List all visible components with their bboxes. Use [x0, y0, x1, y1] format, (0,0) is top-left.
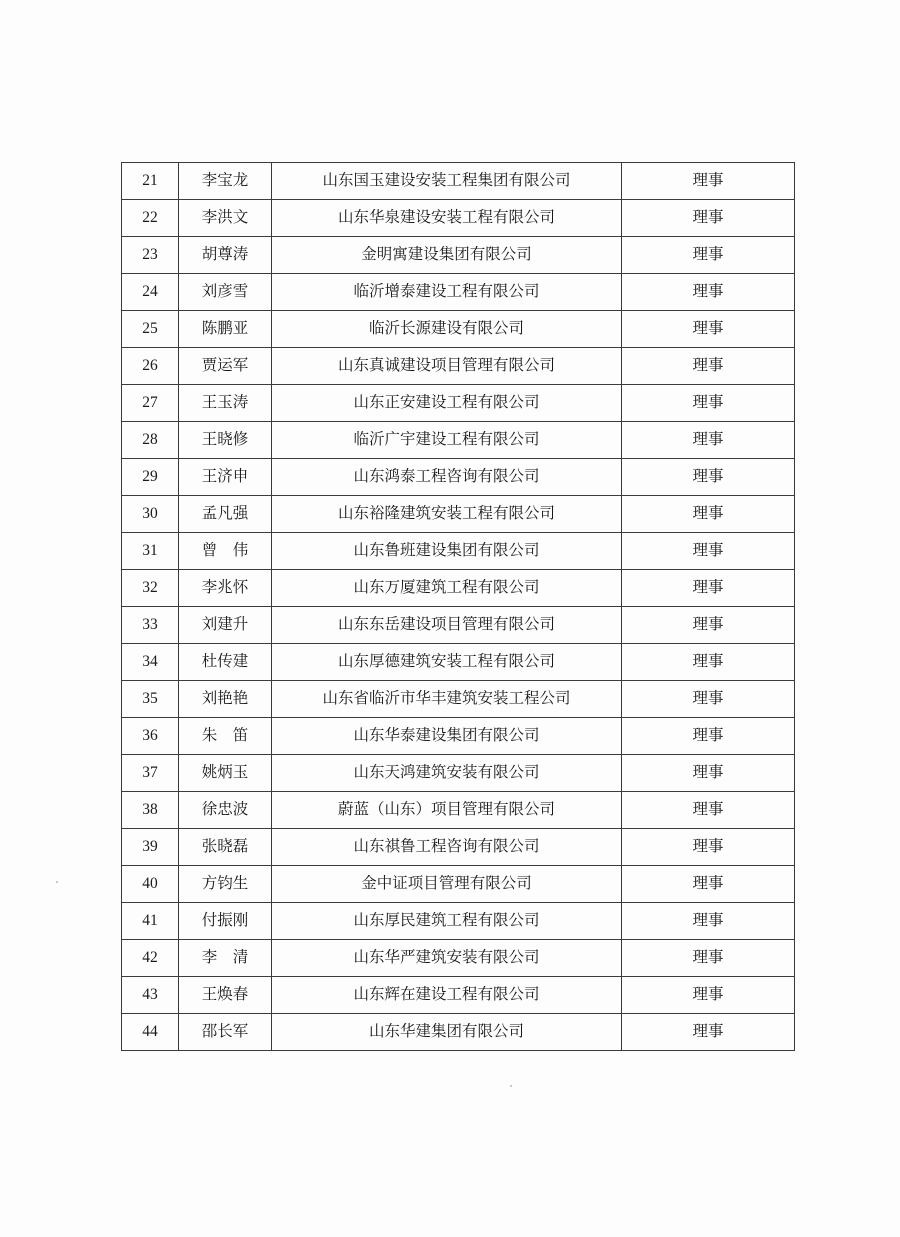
- cell-number: 37: [122, 755, 179, 792]
- cell-company: 山东鲁班建设集团有限公司: [272, 533, 622, 570]
- table-row: [122, 644, 795, 681]
- cell-role: 理事: [622, 274, 795, 311]
- cell-company: 蔚蓝（山东）项目管理有限公司: [272, 792, 622, 829]
- cell-company: 山东真诚建设项目管理有限公司: [272, 348, 622, 385]
- cell-number: 21: [122, 163, 179, 200]
- cell-number: 28: [122, 422, 179, 459]
- cell-name: 刘建升: [179, 607, 272, 644]
- cell-name: 李 清: [179, 940, 272, 977]
- table-row: [122, 940, 795, 977]
- cell-company: 山东天鸿建筑安装有限公司: [272, 755, 622, 792]
- cell-company: 山东华严建筑安装有限公司: [272, 940, 622, 977]
- cell-role: 理事: [622, 422, 795, 459]
- cell-name: 贾运军: [179, 348, 272, 385]
- table-row: [122, 200, 795, 237]
- table-row: [122, 422, 795, 459]
- cell-company: 临沂长源建设有限公司: [272, 311, 622, 348]
- cell-name: 张晓磊: [179, 829, 272, 866]
- cell-role: 理事: [622, 829, 795, 866]
- table-row: [122, 533, 795, 570]
- cell-role: 理事: [622, 681, 795, 718]
- cell-role: 理事: [622, 385, 795, 422]
- cell-role: 理事: [622, 311, 795, 348]
- table-row: [122, 755, 795, 792]
- cell-company: 山东裕隆建筑安装工程有限公司: [272, 496, 622, 533]
- cell-role: 理事: [622, 496, 795, 533]
- cell-role: 理事: [622, 163, 795, 200]
- cell-number: 33: [122, 607, 179, 644]
- cell-company: 临沂增泰建设工程有限公司: [272, 274, 622, 311]
- cell-number: 32: [122, 570, 179, 607]
- cell-name: 徐忠波: [179, 792, 272, 829]
- cell-name: 邵长军: [179, 1014, 272, 1051]
- scan-speck: [56, 881, 58, 883]
- cell-company: 山东厚德建筑安装工程有限公司: [272, 644, 622, 681]
- cell-role: 理事: [622, 200, 795, 237]
- cell-name: 朱 笛: [179, 718, 272, 755]
- cell-number: 43: [122, 977, 179, 1014]
- member-table: [121, 162, 795, 1051]
- cell-role: 理事: [622, 237, 795, 274]
- table-row: [122, 163, 795, 200]
- cell-number: 44: [122, 1014, 179, 1051]
- table-row: [122, 866, 795, 903]
- cell-company: 山东万厦建筑工程有限公司: [272, 570, 622, 607]
- cell-name: 王济申: [179, 459, 272, 496]
- cell-number: 23: [122, 237, 179, 274]
- cell-role: 理事: [622, 940, 795, 977]
- cell-role: 理事: [622, 533, 795, 570]
- member-table-body: [122, 163, 795, 1051]
- cell-number: 31: [122, 533, 179, 570]
- scan-speck: [510, 1085, 512, 1087]
- cell-number: 36: [122, 718, 179, 755]
- table-row: [122, 903, 795, 940]
- table-row: [122, 681, 795, 718]
- cell-number: 26: [122, 348, 179, 385]
- cell-number: 24: [122, 274, 179, 311]
- cell-role: 理事: [622, 903, 795, 940]
- cell-name: 曾 伟: [179, 533, 272, 570]
- table-row: [122, 718, 795, 755]
- cell-number: 29: [122, 459, 179, 496]
- table-row: [122, 1014, 795, 1051]
- cell-company: 山东东岳建设项目管理有限公司: [272, 607, 622, 644]
- cell-number: 35: [122, 681, 179, 718]
- cell-name: 王晓修: [179, 422, 272, 459]
- cell-name: 刘艳艳: [179, 681, 272, 718]
- cell-company: 山东省临沂市华丰建筑安装工程公司: [272, 681, 622, 718]
- cell-name: 王玉涛: [179, 385, 272, 422]
- cell-name: 刘彦雪: [179, 274, 272, 311]
- cell-role: 理事: [622, 570, 795, 607]
- table-row: [122, 459, 795, 496]
- cell-name: 付振刚: [179, 903, 272, 940]
- table-row: [122, 311, 795, 348]
- cell-company: 山东华泰建设集团有限公司: [272, 718, 622, 755]
- cell-role: 理事: [622, 459, 795, 496]
- table-row: [122, 348, 795, 385]
- cell-name: 方钧生: [179, 866, 272, 903]
- cell-number: 38: [122, 792, 179, 829]
- table-row: [122, 237, 795, 274]
- cell-role: 理事: [622, 866, 795, 903]
- cell-company: 山东辉在建设工程有限公司: [272, 977, 622, 1014]
- cell-number: 27: [122, 385, 179, 422]
- cell-number: 40: [122, 866, 179, 903]
- table-row: [122, 607, 795, 644]
- table-row: [122, 385, 795, 422]
- cell-name: 胡尊涛: [179, 237, 272, 274]
- cell-company: 山东祺鲁工程咨询有限公司: [272, 829, 622, 866]
- cell-company: 山东华建集团有限公司: [272, 1014, 622, 1051]
- cell-number: 41: [122, 903, 179, 940]
- table-row: [122, 792, 795, 829]
- table-row: [122, 829, 795, 866]
- cell-company: 临沂广宇建设工程有限公司: [272, 422, 622, 459]
- cell-role: 理事: [622, 1014, 795, 1051]
- cell-name: 李洪文: [179, 200, 272, 237]
- table-row: [122, 570, 795, 607]
- cell-number: 42: [122, 940, 179, 977]
- cell-company: 山东国玉建设安装工程集团有限公司: [272, 163, 622, 200]
- cell-name: 孟凡强: [179, 496, 272, 533]
- cell-name: 姚炳玉: [179, 755, 272, 792]
- cell-role: 理事: [622, 607, 795, 644]
- cell-company: 金中证项目管理有限公司: [272, 866, 622, 903]
- cell-role: 理事: [622, 644, 795, 681]
- cell-role: 理事: [622, 755, 795, 792]
- cell-name: 陈鹏亚: [179, 311, 272, 348]
- cell-name: 杜传建: [179, 644, 272, 681]
- cell-name: 李兆怀: [179, 570, 272, 607]
- cell-company: 山东华泉建设安装工程有限公司: [272, 200, 622, 237]
- cell-number: 25: [122, 311, 179, 348]
- cell-company: 山东厚民建筑工程有限公司: [272, 903, 622, 940]
- cell-company: 山东鸿泰工程咨询有限公司: [272, 459, 622, 496]
- cell-role: 理事: [622, 348, 795, 385]
- cell-number: 22: [122, 200, 179, 237]
- cell-role: 理事: [622, 977, 795, 1014]
- cell-role: 理事: [622, 792, 795, 829]
- table-row: [122, 274, 795, 311]
- table-row: [122, 496, 795, 533]
- cell-name: 李宝龙: [179, 163, 272, 200]
- cell-number: 39: [122, 829, 179, 866]
- cell-role: 理事: [622, 718, 795, 755]
- cell-number: 34: [122, 644, 179, 681]
- table-row: [122, 977, 795, 1014]
- cell-number: 30: [122, 496, 179, 533]
- cell-name: 王焕春: [179, 977, 272, 1014]
- cell-company: 山东正安建设工程有限公司: [272, 385, 622, 422]
- cell-company: 金明寓建设集团有限公司: [272, 237, 622, 274]
